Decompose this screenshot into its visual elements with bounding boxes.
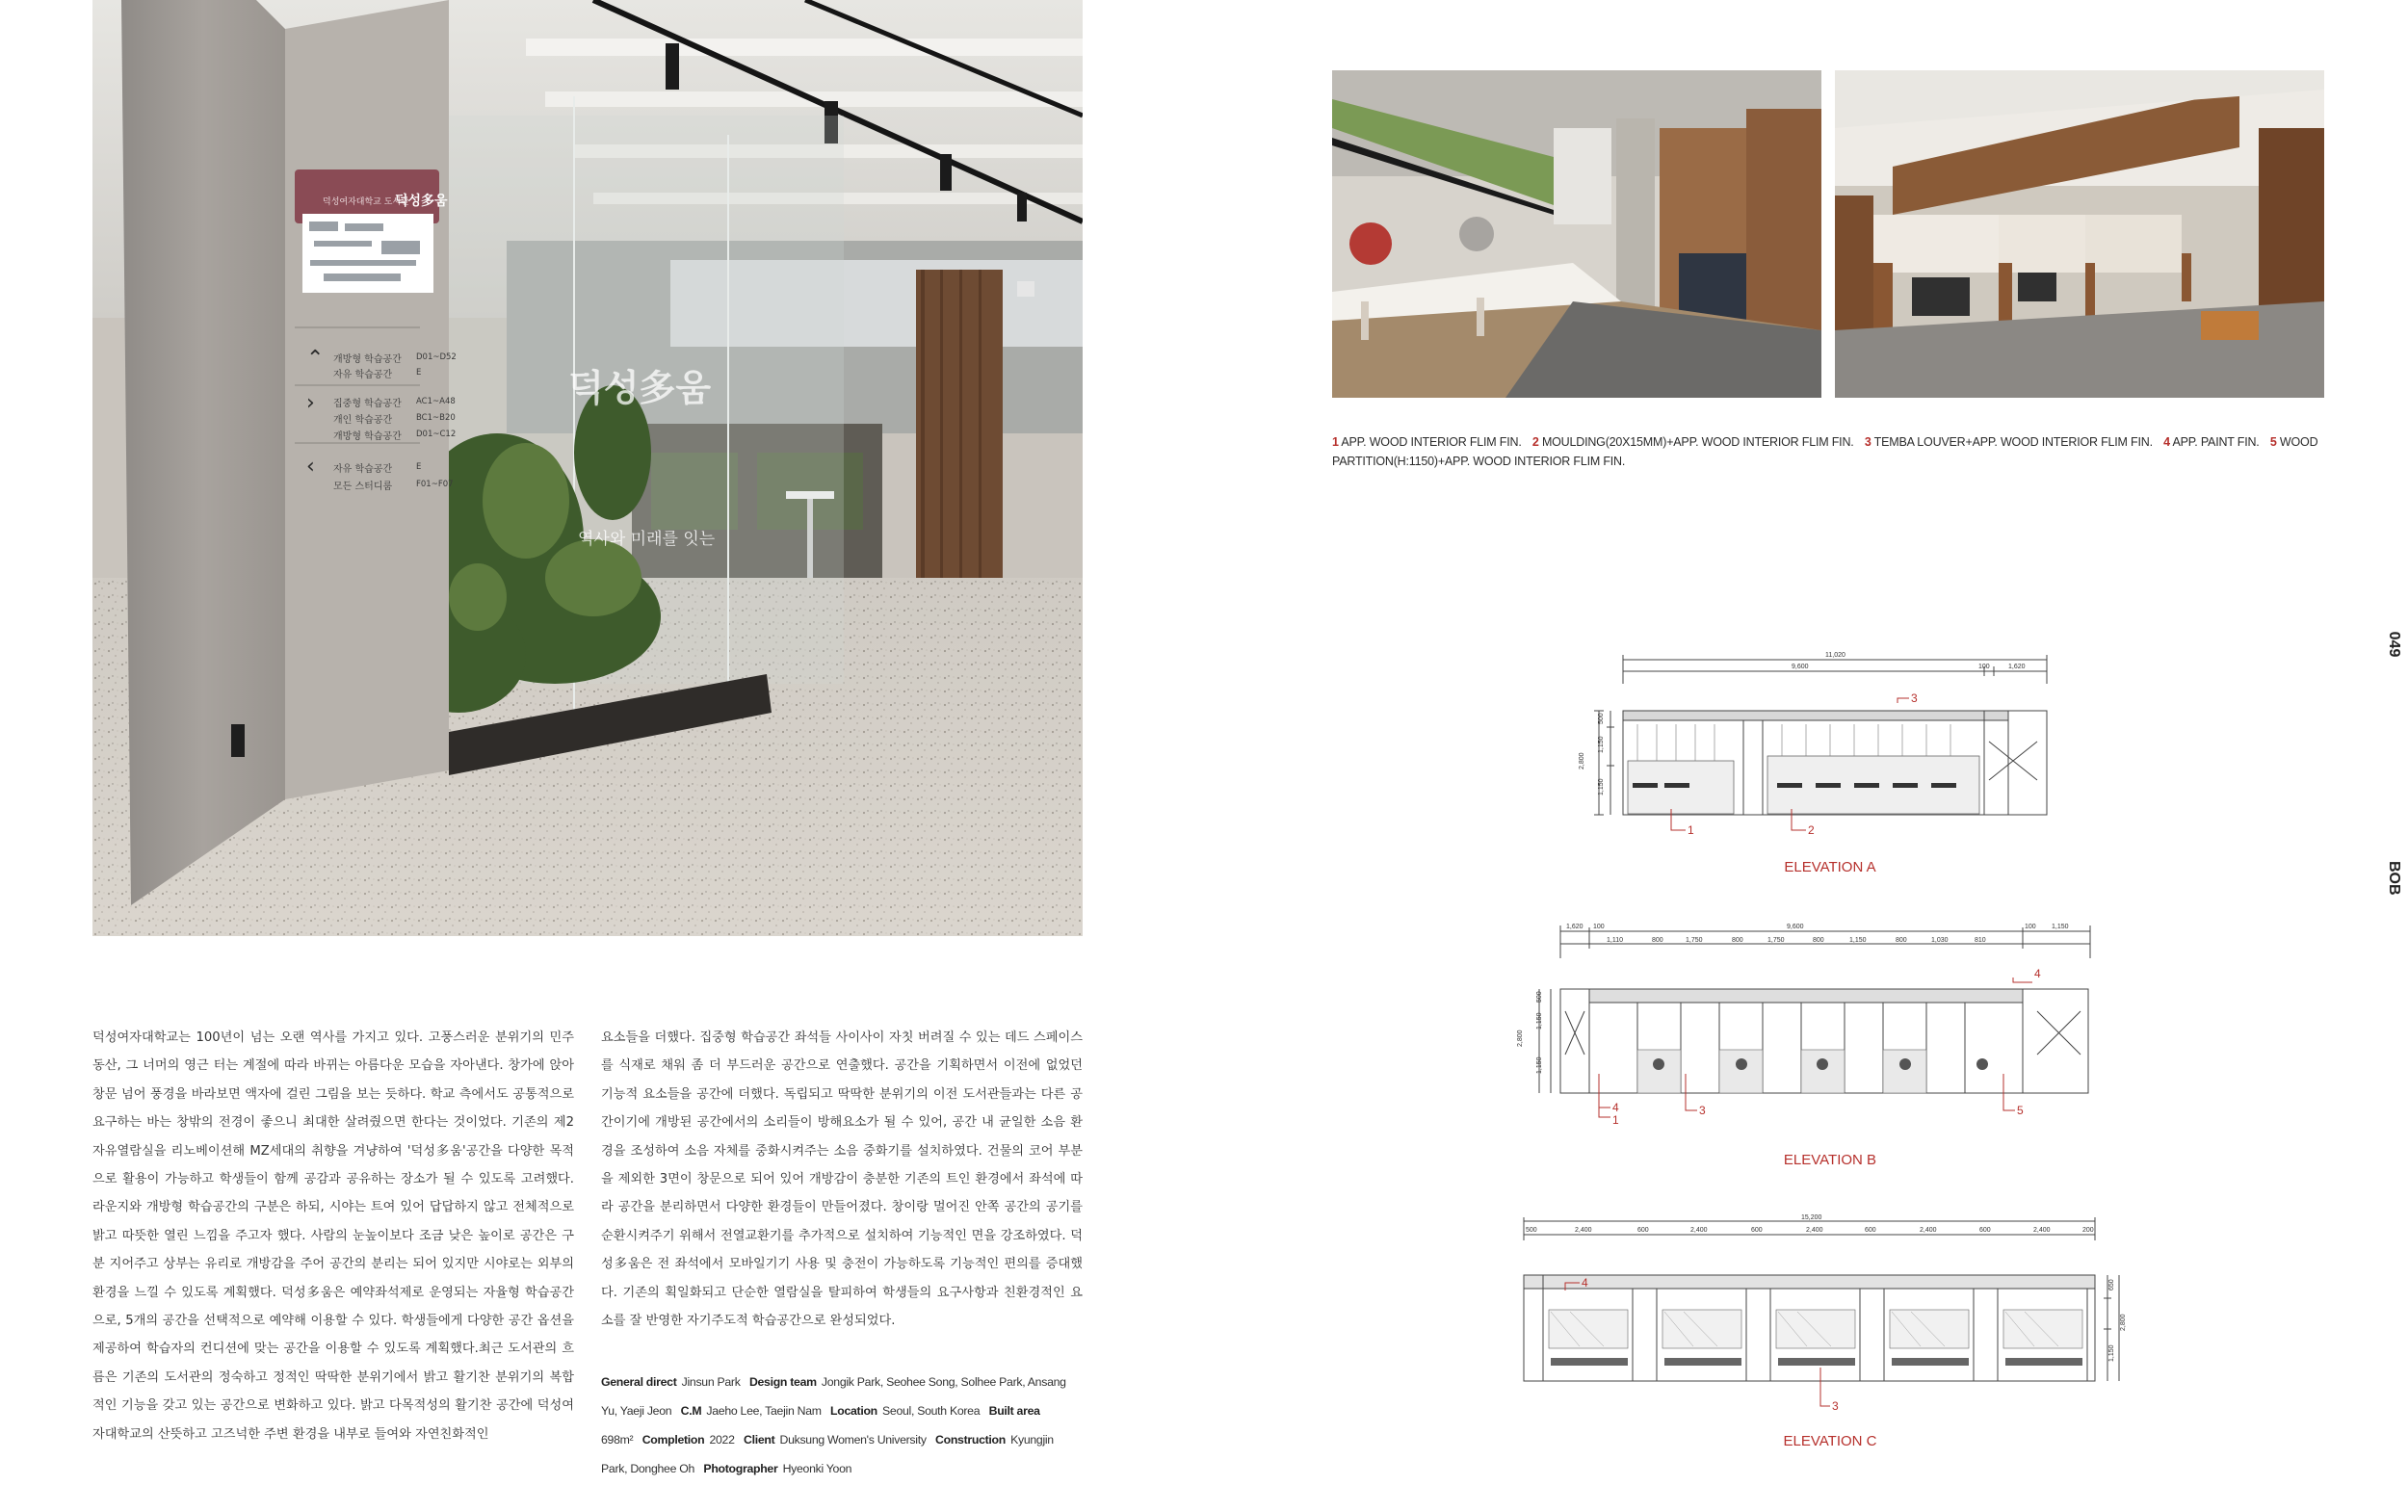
- thumbnail-photo-study-area: [1835, 70, 2324, 398]
- elevation-b-sub-6: 800: [1813, 937, 1824, 944]
- elevation-c-side-total: 2,800: [2120, 1314, 2127, 1331]
- caption-5-number: 5: [2269, 435, 2277, 449]
- sign-row-1-label-a: 개방형 학습공간: [333, 354, 402, 365]
- elevation-c-sub-8: 2,400: [1920, 1227, 1937, 1234]
- credit-label: Photographer: [703, 1462, 778, 1475]
- elevation-b-sub-4: 800: [1732, 937, 1743, 944]
- elevation-b-sub-10: 810: [1975, 937, 1986, 944]
- credit-label: Built area: [988, 1404, 1040, 1418]
- sign-row-3-label-a: 자유 학습공간: [333, 464, 393, 475]
- elevation-b-sub-1: 1,110: [1607, 937, 1623, 944]
- credit-label: Location: [830, 1404, 877, 1418]
- elevation-b-side-mid: 1,150: [1536, 1012, 1543, 1030]
- caption-1-text: APP. WOOD INTERIOR FLIM FIN.: [1341, 435, 1522, 449]
- elevation-b-dim-2: 100: [1593, 924, 1605, 930]
- caption-4-text: APP. PAINT FIN.: [2172, 435, 2260, 449]
- elevation-b-sub-3: 1,750: [1686, 937, 1703, 944]
- credit-value: Seoul, South Korea: [882, 1404, 981, 1418]
- caption-3-number: 3: [1864, 435, 1871, 449]
- credit-label: Completion: [641, 1433, 705, 1447]
- sign-row-2-label-a: 집중형 학습공간: [333, 399, 402, 409]
- glass-lettering-slogan: 역사와 미래를 잇는: [578, 530, 716, 549]
- sign-row-3-label-b: 모든 스터디룸: [333, 482, 393, 492]
- caption-1-number: 1: [1332, 435, 1339, 449]
- sign-row-2-code-c: D01~C12: [416, 430, 457, 439]
- elevation-c-side-lower: 1,150: [2108, 1344, 2115, 1362]
- caption-2-number: 2: [1531, 435, 1539, 449]
- credit-value: 698m²: [601, 1433, 634, 1447]
- sign-title: 덕성多움: [395, 194, 448, 209]
- sign-arrow-right-icon: ›: [306, 391, 315, 415]
- article-paragraph-left: 덕성여자대학교는 100년이 넘는 오랜 역사를 가지고 있다. 고풍스러운 분위기의 민주동산, 그 너머의 영근 터는 계절에 따라 바뀌는 아름다운 모습을 자아낸다. 창가에 앉아 창문 넘어 풍경을 바라보면 액자에 걸린 그림을 보는 듯하다. 학교 측에서도 공통적으로 요구하는 바는 창밖의 전경이 좋으니 최대한 살려줬으면 한다는 것이었다. 기존의 제2자유열람실을 리노베이션해 MZ세대의 취향을 겨냥하여 '덕성多움'공간을 다양한 목적으로 활용이 가능하고 학생들이 함께 공감과 공유하는 장소가 될 수 있도록 고려했다. 라운지와 개방형 학습공간의 구분은 하되, 시야는 트여 있어 답답하지 않고 전체적으로 밝고 따뜻한 열린 느낌을 주고자 했다. 사람의 눈높이보다 조금 낮은 높이로 공간은 구분 지어주고 상부는 유리로 개방감을 주어 공간의 분리는 되어 있지만 시야로는 외부의 환경을 느낄 수 있도록 계획했다. 덕성多움은 예약좌석제로 운영되는 자율형 학습공간으로, 5개의 공간을 선택적으로 예약해 이용할 수 있다. 학생들에게 다양한 공간 옵션을 제공하여 학습자의 컨디션에 맞는 공간을 이용할 수 있도록 계획했다.최근 도서관의 흐름은 기존의 도서관의 정숙하고 정적인 딱딱한 분위기에서 밝고 활기찬 분위기의 복합적인 기능을 갖고 있는 공간으로 변화하고 있다. 밝고 다목적성의 활기찬 공간에 덕성여자대학교의 산뜻하고 고즈넉한 주변 환경을 내부로 들여와 자연친화적인: [92, 1030, 574, 1442]
- sign-arrow-up-icon: ⌃: [306, 347, 325, 371]
- project-credits: [601, 1368, 1083, 1483]
- elevation-a-dim-end: 1,620: [2008, 664, 2026, 670]
- article-paragraph-right: 요소들을 더했다. 집중형 학습공간 좌석들 사이사이 자칫 버려질 수 있는 데드 스페이스를 식재로 채워 좀 더 부드러운 공간으로 연출했다. 공간을 기획하면서 이전에 없었던 기능적 요소들을 공간에 더했다. 독립되고 딱딱한 분위기의 이전 도서관들과는 다른 공간이기에 개방된 공간에서의 소리들이 방해요소가 될 수 있어, 공간 내 균일한 소음 환경을 조성하여 소음 자체를 중화시켜주는 소음 중화기를 설치하였다. 건물의 코어 부분을 제외한 3면이 창문으로 되어 있어 개방감이 충분한 기존의 트인 환경에서 좌석에 따라 공간을 분리하면서 다양한 환경들이 만들어졌다. 창이랑 멀어진 안쪽 공간의 공기를 순환시켜주기 위해서 전열교환기를 추가적으로 설치하여 기능적인 면을 강조하였다. 덕성多움은 전 좌석에서 모바일기기 사용 및 충전이 가능하도록 기능적인 편의를 증대했다. 기존의 획일화되고 단순한 열람실을 탈피하여 학생들의 요구사항과 친환경적인 요소를 잘 반영한 자기주도적 학습공간으로 완성되었다.: [601, 1030, 1083, 1329]
- elevation-a-dim-upper: 500: [1598, 713, 1605, 724]
- elevation-c-sub-2: 2,400: [1575, 1227, 1592, 1234]
- sign-row-2-label-c: 개방형 학습공간: [333, 431, 402, 442]
- elevation-a-dim-main: 9,600: [1792, 664, 1809, 670]
- elevation-b-sub-5: 1,750: [1767, 937, 1785, 944]
- thumbnail-photo-lounge: [1332, 70, 1821, 398]
- elevation-b-sub-8: 800: [1896, 937, 1907, 944]
- sign-header: 덕성여자대학교 도서관: [323, 197, 409, 207]
- section-label: BOB: [2386, 861, 2402, 896]
- elevation-c-title: ELEVATION C: [1783, 1433, 1877, 1449]
- elevation-b-drawing: [1512, 920, 2109, 1132]
- elevation-c-marker-4: 4: [1582, 1276, 1588, 1290]
- credit-value: Hyeonki Yoon: [782, 1462, 852, 1475]
- credit-value: Jaeho Lee, Taejin Nam: [706, 1404, 822, 1418]
- caption-5-text: WOOD PARTITION(H:1150)+APP. WOOD INTERIOR FLIM FIN.: [1332, 435, 2318, 468]
- elevation-b-dim-5: 1,150: [2052, 924, 2069, 930]
- elevation-c-dim-total: 15,200: [1801, 1214, 1822, 1221]
- article-body-left: [92, 1024, 574, 1448]
- elevation-a-marker-3: 3: [1911, 691, 1918, 705]
- elevation-c-sub-7: 600: [1865, 1227, 1876, 1234]
- elevation-a-drawing: [1570, 645, 2052, 838]
- sign-row-2-code-b: BC1~B20: [416, 413, 456, 423]
- sign-row-2-code-a: AC1~A48: [416, 397, 456, 406]
- elevation-b-dim-4: 100: [2025, 924, 2036, 930]
- elevation-a-dim-lower: 1,150: [1598, 778, 1605, 795]
- elevation-c-sub-9: 600: [1979, 1227, 1991, 1234]
- sign-arrow-left-icon: ‹: [306, 455, 315, 479]
- elevation-b-sub-9: 1,030: [1931, 937, 1949, 944]
- credit-label: Client: [744, 1433, 775, 1447]
- elevation-b-marker-3: 3: [1699, 1104, 1706, 1117]
- main-photo: [92, 0, 1083, 936]
- elevation-a-dim-mid: 1,150: [1598, 736, 1605, 753]
- elevation-b-title: ELEVATION B: [1783, 1152, 1877, 1168]
- caption-4-number: 4: [2163, 435, 2170, 449]
- sign-row-1-label-b: 자유 학습공간: [333, 370, 393, 380]
- elevation-c-sub-10: 2,400: [2033, 1227, 2051, 1234]
- credit-value: Jinsun Park: [681, 1375, 741, 1389]
- elevation-b-side-upper: 500: [1536, 991, 1543, 1003]
- elevation-a-dim-height: 2,800: [1579, 752, 1585, 769]
- credit-label: Construction: [935, 1433, 1006, 1447]
- elevation-b-dim-1: 1,620: [1566, 924, 1584, 930]
- caption-2-text: MOULDING(20X15MM)+APP. WOOD INTERIOR FLIM FIN.: [1541, 435, 1854, 449]
- elevation-c-sub-1: 500: [1526, 1227, 1537, 1234]
- caption-3-text: TEMBA LOUVER+APP. WOOD INTERIOR FLIM FIN.: [1873, 435, 2153, 449]
- credit-value: Jongik Park, Seohee Song, Solhee Park, Ansang Yu, Yaeji Jeon: [601, 1375, 1066, 1418]
- elevation-b-marker-4-top: 4: [2034, 967, 2041, 980]
- elevation-b-sub-2: 800: [1652, 937, 1663, 944]
- elevation-a-title: ELEVATION A: [1784, 859, 1876, 875]
- elevation-c-sub-4: 2,400: [1690, 1227, 1708, 1234]
- sign-row-3-code-a: E: [416, 462, 422, 472]
- sign-row-2-label-b: 개인 학습공간: [333, 415, 393, 426]
- elevation-b-side-total: 2,800: [1517, 1030, 1524, 1047]
- elevation-a-marker-2: 2: [1808, 823, 1815, 837]
- elevation-a-dim-total: 11,020: [1825, 652, 1845, 659]
- elevation-a-dim-gap: 100: [1978, 664, 1990, 670]
- elevation-b-marker-1: 1: [1612, 1113, 1619, 1127]
- elevation-c-drawing: [1512, 1213, 2148, 1416]
- elevation-c-marker-3: 3: [1832, 1399, 1839, 1413]
- elevation-b-marker-4: 4: [1612, 1101, 1619, 1114]
- glass-lettering-title: 덕성多움: [568, 367, 712, 409]
- elevation-b-dim-3: 9,600: [1787, 924, 1804, 930]
- elevation-c-sub-11: 200: [2082, 1227, 2094, 1234]
- credit-label: Design team: [748, 1375, 817, 1389]
- credit-value: Duksung Women's University: [779, 1433, 927, 1447]
- sign-row-3-code-b: F01~F07: [416, 480, 454, 489]
- article-body-right: [601, 1024, 1083, 1335]
- elevation-b-sub-7: 1,150: [1849, 937, 1867, 944]
- elevation-c-sub-6: 2,400: [1806, 1227, 1823, 1234]
- elevation-c-side-upper: 650: [2108, 1279, 2115, 1290]
- credit-value: 2022: [709, 1433, 735, 1447]
- credit-value: Kyungjin Park, Donghee Oh: [601, 1433, 1054, 1475]
- elevation-c-sub-5: 600: [1751, 1227, 1763, 1234]
- photo-captions: [1332, 432, 2324, 471]
- sign-row-1-code-b: E: [416, 368, 422, 378]
- credit-label: General direct: [601, 1375, 677, 1389]
- page-number: 049: [2386, 631, 2402, 658]
- elevation-c-sub-3: 600: [1637, 1227, 1649, 1234]
- elevation-b-marker-5: 5: [2017, 1104, 2024, 1117]
- sign-row-1-code-a: D01~D52: [416, 352, 457, 362]
- elevation-b-side-lower: 1,150: [1536, 1056, 1543, 1074]
- elevation-a-marker-1: 1: [1688, 823, 1694, 837]
- credit-label: C.M: [680, 1404, 702, 1418]
